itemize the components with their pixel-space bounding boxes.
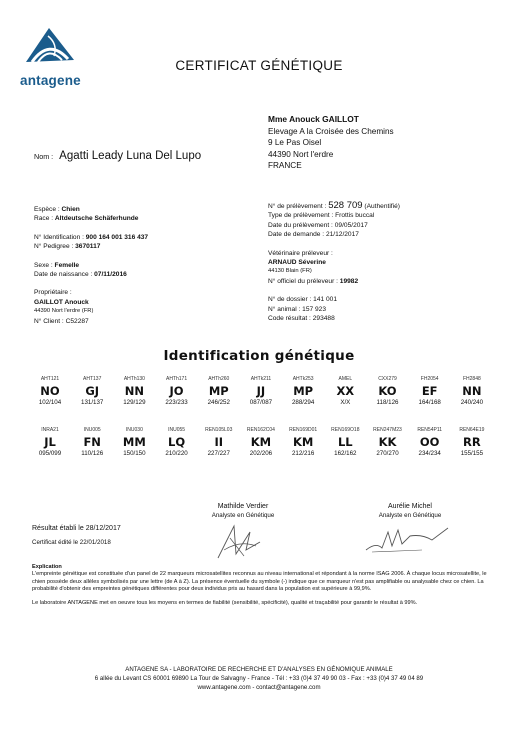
race-label: Race : (34, 215, 54, 223)
marker-cell (72, 376, 112, 406)
marker-cell (114, 376, 154, 406)
marker-sizes: 110/126 (81, 450, 104, 457)
marker-sizes: 227/227 (207, 450, 230, 457)
marker-name: INU055 (168, 427, 186, 433)
sig1-name: Mathilde Verdier (217, 503, 269, 510)
marker-cell (410, 427, 450, 457)
marker-cell (30, 427, 70, 457)
marker-sizes: 164/168 (418, 399, 441, 406)
marker-alleles: NN (124, 384, 144, 398)
date-prelev-value: 09/05/2017 (334, 221, 368, 229)
marker-name: REN105L03 (205, 427, 233, 433)
marker-name: REN162C04 (246, 427, 275, 433)
marker-cell (283, 427, 323, 457)
result-value: 293488 (312, 315, 335, 323)
marker-name: AHT137 (83, 376, 102, 382)
sex-value: Femelle (54, 261, 80, 269)
species-label: Espèce : (34, 206, 60, 213)
race-value: Altdeutsche Schäferhunde (54, 215, 139, 223)
marker-sizes: 246/252 (207, 399, 230, 406)
marker-alleles: RR (463, 435, 481, 449)
dog-name-label: Nom : (34, 152, 54, 161)
marker-name: FH2054 (420, 376, 439, 382)
result-date: Résultat établi le 28/12/2017 (32, 525, 121, 532)
marker-row-1 (30, 376, 492, 406)
marker-cell (199, 376, 239, 406)
vet-name: ARNAUD Séverine (268, 259, 326, 267)
birth-value: 07/11/2016 (94, 271, 127, 279)
signature-1-scribble-icon (210, 520, 270, 562)
marker-alleles: NN (462, 384, 482, 398)
owner-line2: 9 Le Pas Oisel (268, 138, 322, 147)
pedigree-value: 3670117 (75, 243, 101, 251)
marker-alleles: JJ (256, 384, 266, 398)
marker-alleles: EF (421, 384, 438, 398)
proprietaire-name: GAILLOT Anouck (34, 298, 89, 306)
result-label: Code résultat : (268, 315, 311, 323)
footer-line-1: ANTAGENE SA - LABORATOIRE DE RECHERCHE ET D'ANALYSES EN GÉNOMIQUE ANIMALE (125, 666, 393, 673)
sig1-role: Analyste en Génétique (211, 511, 275, 519)
marker-alleles: GJ (85, 384, 100, 398)
marker-sizes: X/X (340, 399, 351, 406)
marker-alleles: JL (44, 435, 56, 449)
marker-alleles: XX (336, 384, 355, 398)
marker-cell (325, 376, 365, 406)
marker-sizes: 223/233 (165, 399, 188, 406)
marker-cell (72, 427, 112, 457)
footer-line-3: www.antagene.com - contact@antagene.com (197, 684, 321, 691)
owner-line3: 44390 Nort l'erdre (268, 149, 334, 159)
marker-sizes: 118/126 (376, 399, 399, 406)
marker-alleles: MP (293, 384, 314, 398)
marker-row-2 (30, 427, 492, 457)
signature-1 (188, 503, 298, 520)
marker-sizes: 087/087 (249, 399, 273, 406)
logo-text: antagene (20, 73, 81, 88)
marker-name: INU005 (83, 427, 101, 433)
marker-cell (452, 427, 492, 457)
marker-name: CXX279 (378, 376, 397, 382)
marker-name: AHTh260 (208, 376, 230, 382)
marker-sizes: 129/129 (123, 399, 146, 406)
marker-sizes: 212/216 (291, 450, 315, 457)
footer (0, 665, 518, 692)
birth-label: Date de naissance : (34, 271, 93, 279)
marker-name: INRA21 (41, 427, 59, 433)
animal-label: N° animal : (268, 305, 301, 313)
marker-cell (452, 376, 492, 406)
marker-alleles: KO (378, 384, 397, 398)
marker-sizes: 102/104 (38, 399, 62, 406)
marker-name: AHTk253 (292, 376, 314, 382)
marker-sizes: 095/099 (38, 450, 62, 457)
marker-name: AHTh171 (166, 376, 188, 382)
marker-name: REN64E19 (459, 427, 485, 433)
animal-value: 157 923 (302, 305, 327, 313)
prelev-label: N° de prélèvement : (268, 203, 327, 210)
marker-sizes: 210/220 (165, 450, 188, 457)
marker-alleles: LL (337, 435, 353, 449)
explanation-title: Explication (32, 564, 62, 570)
vet-label: Vétérinaire préleveur : (268, 249, 333, 257)
type-label: Type de prélèvement : (268, 212, 334, 220)
marker-cell (157, 376, 197, 406)
marker-sizes: 234/234 (418, 450, 441, 457)
dossier-label: N° de dossier : (268, 296, 312, 304)
marker-alleles: KM (250, 435, 272, 449)
marker-sizes: 288/294 (291, 399, 315, 406)
dog-name-row (34, 150, 201, 162)
marker-sizes: 155/155 (460, 450, 484, 457)
signature-2-scribble-icon (362, 520, 452, 556)
sig2-role: Analyste en Génétique (378, 511, 442, 519)
marker-sizes: 162/162 (334, 450, 357, 457)
marker-cell (241, 427, 281, 457)
pedigree-label: N° Pedigree : (34, 243, 74, 251)
owner-address (268, 114, 394, 172)
marker-name: REN247M23 (373, 427, 402, 433)
client-value: C52287 (65, 317, 89, 325)
id-value: 900 164 001 316 437 (85, 233, 149, 241)
marker-sizes: 270/270 (376, 450, 399, 457)
date-prelev-label: Date du prélèvement : (268, 221, 333, 229)
marker-cell (283, 376, 323, 406)
marker-name: REN169O18 (331, 427, 360, 433)
dog-name-value: Agatti Leady Luna Del Lupo (59, 150, 202, 162)
type-value: Frottis buccal (335, 212, 375, 220)
marker-alleles: II (214, 435, 224, 449)
date-demande-value: 21/12/2017 (325, 231, 359, 239)
vet-official-label: N° officiel du préleveur : (268, 277, 338, 285)
marker-cell (241, 376, 281, 406)
marker-cell (368, 376, 408, 406)
explanation (32, 564, 494, 607)
sex-label: Sexe : (34, 261, 53, 269)
sig2-name: Aurélie Michel (388, 503, 432, 510)
footer-line-2: 6 allée du Levant CS 60001 69890 La Tour de Salvagny - France - Tél : +33 (0)4 37 49 90 03 - Fax : +33 (0)4 37 49 04 89 (94, 675, 424, 682)
marker-name: REN54P11 (417, 427, 443, 433)
identification-title: Identification génétique (163, 348, 355, 364)
marker-cell (157, 427, 197, 457)
marker-sizes: 131/137 (81, 399, 104, 406)
sample-info (268, 201, 400, 323)
species-value: Chien (61, 206, 80, 213)
marker-name: REN169D01 (289, 427, 318, 433)
marker-name: AMEL (338, 376, 353, 382)
marker-name: AHTk211 (250, 376, 272, 382)
marker-name: AHTh130 (123, 376, 145, 382)
marker-sizes: 240/240 (460, 399, 484, 406)
marker-alleles: KK (378, 435, 397, 449)
owner-name: Mme Anouck GAILLOT (268, 114, 359, 124)
explanation-text-2: Le laboratoire ANTAGENE met en oeuvre tous les moyens en termes de fiabilité (sensibilité, spécificité), qualité et traçabilité pour garantir le résultat à 99%. (32, 599, 418, 606)
signature-2 (355, 503, 465, 520)
dog-info (34, 205, 148, 326)
marker-alleles: OO (419, 435, 440, 449)
marker-alleles: MP (208, 384, 229, 398)
marker-cell (325, 427, 365, 457)
marker-alleles: KM (292, 435, 314, 449)
marker-alleles: JO (169, 384, 184, 398)
marker-sizes: 202/206 (249, 450, 273, 457)
proprietaire-label: Propriétaire : (34, 289, 72, 297)
vet-address: 44130 Blain (FR) (268, 268, 312, 275)
date-demande-label: Date de demande : (268, 231, 325, 239)
client-label: N° Client : (34, 317, 64, 325)
page-title: CERTIFICAT GÉNÉTIQUE (175, 58, 343, 73)
dossier-value: 141 001 (313, 296, 338, 304)
marker-sizes: 150/150 (123, 450, 146, 457)
prelev-value: 528 709 (328, 200, 363, 211)
marker-alleles: LQ (168, 435, 186, 449)
edit-date: Certificat édité le 22/01/2018 (32, 539, 111, 546)
marker-cell (410, 376, 450, 406)
marker-name: FH2848 (462, 376, 481, 382)
vet-official-value: 19982 (339, 277, 359, 285)
prelev-suffix: (Authentifié) (364, 203, 400, 210)
proprietaire-address: 44390 Nort l'erdre (FR) (34, 308, 94, 315)
marker-name: AHT121 (40, 376, 60, 382)
owner-line4: FRANCE (268, 161, 302, 170)
id-label: N° Identification : (34, 233, 84, 241)
marker-alleles: MM (122, 435, 146, 449)
explanation-text-1: L'empreinte génétique est constituée d'un panel de 22 marqueurs microsatellites reconnus au niveau international et répondant à la norme ISAG 2006. À chaque locus microsatellite, le chien possède deux allèles symbolisés par une lettre (de A à Z). La présence éventuelle du symbole (-) indique que ce marqueur n'est pas amplifiable ou analysable chez ce chien. La probabilité d'obtenir des empreintes génétiques différentes pour deux individus pris au hasard dans la population est supérieure à 99,9%. (32, 571, 487, 593)
marker-cell (30, 376, 70, 406)
marker-alleles: NO (40, 384, 60, 398)
owner-line1: Elevage A la Croisée des Chemins (268, 126, 394, 136)
marker-cell (368, 427, 408, 457)
marker-cell (114, 427, 154, 457)
marker-name: INU030 (125, 427, 143, 433)
marker-cell (199, 427, 239, 457)
marker-alleles: FN (83, 435, 101, 449)
